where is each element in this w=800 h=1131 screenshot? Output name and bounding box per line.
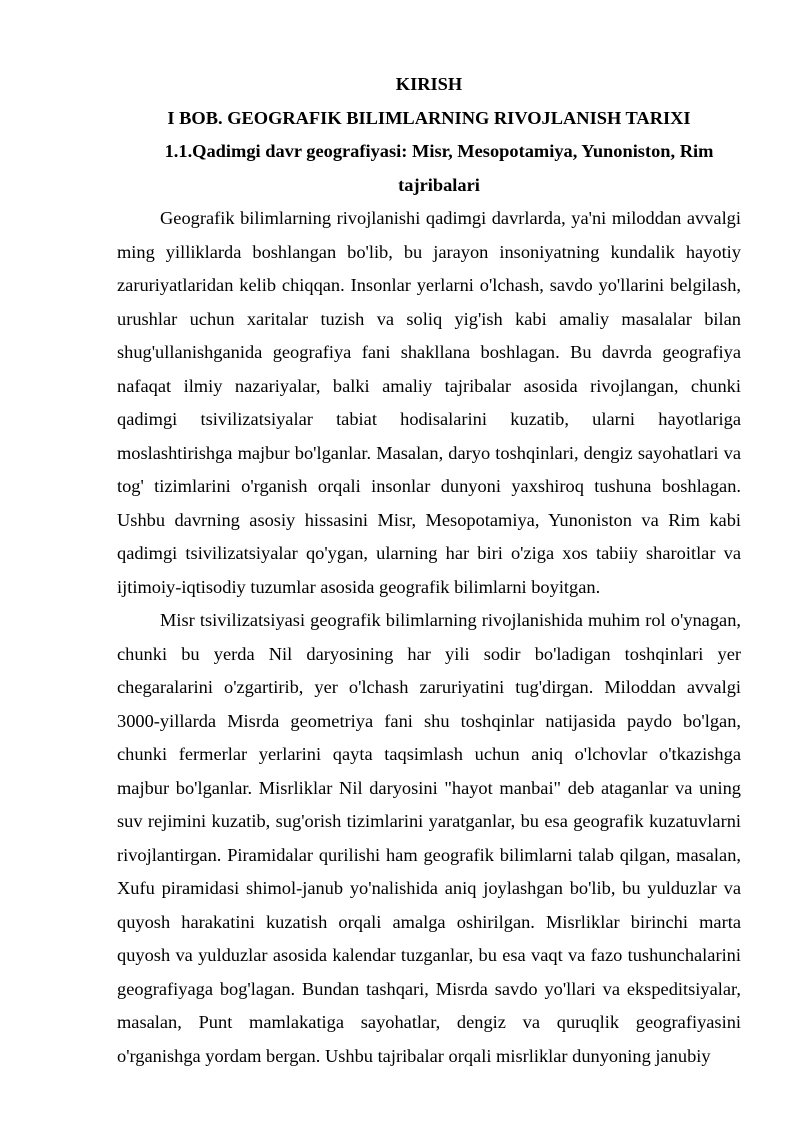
intro-heading: KIRISH [395,74,463,94]
section-heading: 1.1.Qadimgi davr geografiyasi: Misr, Mesopotamiya, Yunoniston, Rim tajribalari [164,141,714,195]
body-paragraph-2: Misr tsivilizatsiyasi geografik bilimlarning rivojlanishida muhim rol o'ynagan, chunki bu yerda Nil daryosining har yili sodir bo'ladigan toshqinlari yer chegaralarini o'zgartirib, yer o'lchash zaruriyatini tug'dirgan. Miloddan avvalgi 3000-yillarda Misrda geometriya fani shu toshqinlar natijasida paydo bo'lgan, chunki fermerlar yerlarini qayta taqsimlash uchun aniq o'lchovlar o'tkazishga majbur bo'lganlar. Misrliklar Nil daryosini "hayot manbai" deb ataganlar va uning suv rejimini kuzatib, sug'orish tizimlarini yaratganlar, bu esa geografik kuzatuvlarni rivojlantirgan. Piramidalar qurilishi ham geografik bilimlarni talab qilgan, masalan, Xufu piramidasi shimol-janub yo'nalishida aniq joylashgan bo'lib, bu yulduzlar va quyosh harakatini kuzatish orqali amalga oshirilgan. Misrliklar birinchi marta quyosh va yulduzlar asosida kalendar tuzganlar, bu esa vaqt va fazo tushunchalarini geografiyaga bog'lagan. Bundan tashqari, Misrda savdo yo'llari va ekspeditsiyalar, masalan, Punt mamlakatiga sayohatlar, dengiz va quruqlik geografiyasini o'rganishga yordam bergan. Ushbu tajribalar orqali misrliklar dunyoning janubiy [117,610,741,1066]
chapter-heading: I BOB. GEOGRAFIK BILIMLARNING RIVOJLANISH TARIXI [167,107,691,128]
body-paragraph-1: Geografik bilimlarning rivojlanishi qadimgi davrlarda, ya'ni miloddan avvalgi ming yilliklarda boshlangan bo'lib, bu jarayon insoniyatning kundalik hayotiy zaruriyatlaridan kelib chiqqan. Insonlar yerlarni o'lchash, savdo yo'llarini belgilash, urushlar uchun xaritalar tuzish va soliq yig'ish kabi amaliy masalalar bilan shug'ullanishganida geografiya fani shakllana boshlagan. Bu davrda geografiya nafaqat ilmiy nazariyalar, balki amaliy tajribalar asosida rivojlangan, chunki qadimgi tsivilizatsiyalar tabiat hodisalarini kuzatib, ularni hayotlariga moslashtirishga majbur bo'lganlar. Masalan, daryo toshqinlari, dengiz sayohatlari va tog' tizimlarini o'rganish orqali insonlar dunyoni yaxshiroq tushuna boshlagan. Ushbu davrning asosiy hissasini Misr, Mesopotamiya, Yunoniston va Rim kabi qadimgi tsivilizatsiyalar qo'ygan, ularning har biri o'ziga xos tabiiy sharoitlar va ijtimoiy-iqtisodiy tuzumlar asosida geografik bilimlarni boyitgan. [117,208,741,597]
document-page [117,68,741,1073]
